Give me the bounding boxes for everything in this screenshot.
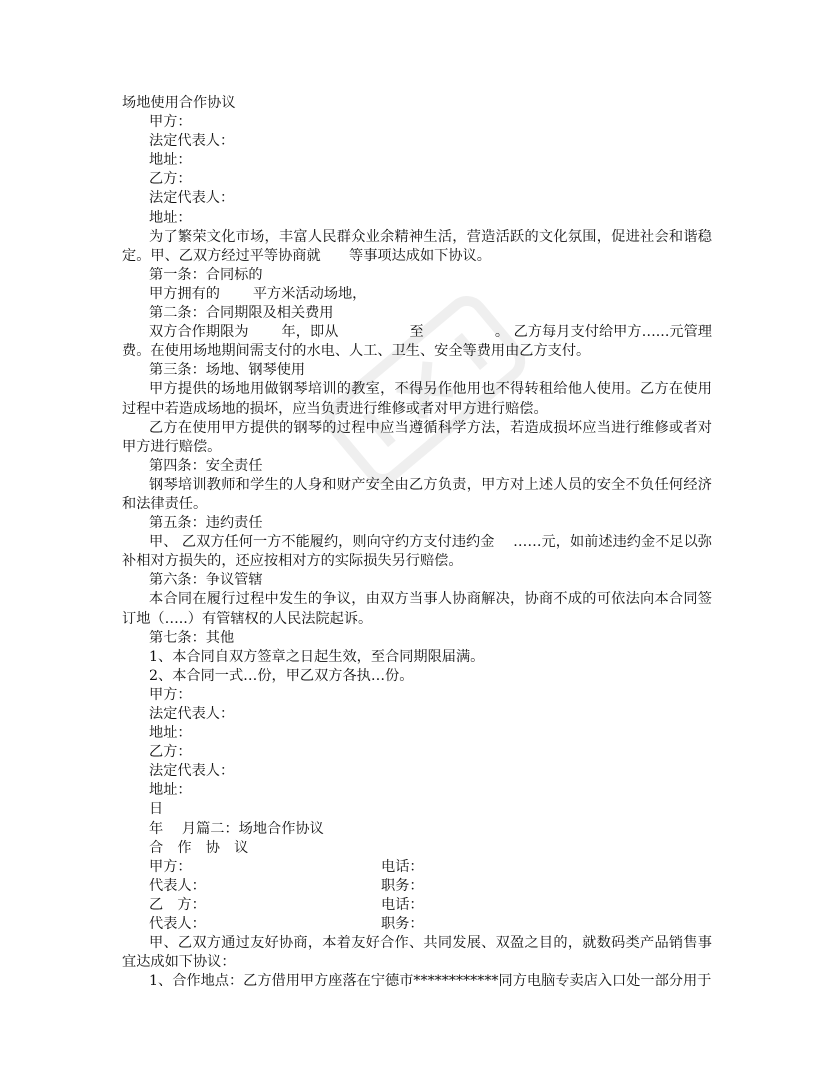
second-party-a-label: 甲方： xyxy=(149,858,192,875)
second-preamble: 甲、乙双方通过友好协商，本着友好合作、共同发展、双盈之目的，就数码类产品销售事宜达成如下协议： xyxy=(122,935,712,971)
signature-party-b-address: 地址： xyxy=(149,782,192,799)
second-party-b-position: 职务： xyxy=(381,916,424,933)
preamble-paragraph: 为了繁荣文化市场，丰富人民群众业余精神生活，营造活跃的文化氛围，促进社会和谐稳定。甲、乙双方经过平等协商就 等事项达成如下协议。 xyxy=(122,228,712,264)
second-party-b-label: 乙 方： xyxy=(149,896,206,913)
party-b-address: 地址： xyxy=(149,209,192,226)
party-a-address: 地址： xyxy=(149,152,192,169)
article-3-body-2: 乙方在使用甲方提供的钢琴的过程中应当遵循科学方法，若造成损坏应当进行维修或者对甲方进行赔偿。 xyxy=(122,419,712,455)
second-party-row xyxy=(122,858,712,877)
article-6-title: 第六条：争议管辖 xyxy=(149,572,263,589)
document-title: 场地使用合作协议 xyxy=(122,95,236,111)
second-party-row xyxy=(122,877,712,896)
second-party-a-representative: 代表人： xyxy=(149,877,206,894)
article-7-title: 第七条：其他 xyxy=(149,629,235,646)
party-b-representative: 法定代表人： xyxy=(149,190,235,207)
article-6-body: 本合同在履行过程中发生的争议，由双方当事人协商解决，协商不成的可依法向本合同签订地（…..）有管辖权的人民法院起诉。 xyxy=(122,591,712,627)
article-4-title: 第四条：安全责任 xyxy=(149,457,263,474)
article-5-title: 第五条：违约责任 xyxy=(149,515,263,532)
signature-party-a-representative: 法定代表人： xyxy=(149,706,235,722)
signature-party-a-address: 地址： xyxy=(149,725,192,742)
second-party-row xyxy=(122,896,712,915)
party-a-representative: 法定代表人： xyxy=(149,133,235,150)
second-item-1: 1、合作地点：乙方借用甲方座落在宁德市************同方电脑专卖店入口处一部分用于 xyxy=(149,973,712,990)
second-party-a-phone: 电话： xyxy=(381,858,424,875)
article-1-title: 第一条：合同标的 xyxy=(149,266,263,283)
article-4-body: 钢琴培训教师和学生的人身和财产安全由乙方负责，甲方对上述人员的安全不负任何经济和法律责任。 xyxy=(122,476,712,512)
article-7-item-2: 2、本合同一式…份，甲乙双方各执…份。 xyxy=(149,667,414,684)
article-3-title: 第三条：场地、钢琴使用 xyxy=(149,362,306,379)
article-5-body: 甲、 乙双方任何一方不能履约，则向守约方支付违约金 ……元，如前述违约金不足以弥补相对方损失的，还应按相对方的实际损失另行赔偿。 xyxy=(122,534,712,570)
document-body xyxy=(122,94,712,991)
signature-party-b-representative: 法定代表人： xyxy=(149,763,235,780)
article-2-title: 第二条：合同期限及相关费用 xyxy=(149,305,334,322)
date-line-and-section-heading: 年 月篇二：场地合作协议 xyxy=(149,820,324,837)
party-b-label: 乙方： xyxy=(149,171,192,188)
article-2-body: 双方合作期限为 年，即从 至 。 乙方每月支付给甲方…...元管理费。在使用场地期间需支付的水电、人工、卫生、安全等费用由乙方支付。 xyxy=(122,324,712,360)
second-party-b-phone: 电话： xyxy=(381,896,424,913)
second-agreement-title: 合 作 协 议 xyxy=(149,839,249,856)
article-7-item-1: 1、本合同自双方签章之日起生效，至合同期限届满。 xyxy=(149,648,485,665)
signature-party-a: 甲方： xyxy=(149,686,192,703)
signature-party-b: 乙方： xyxy=(149,744,192,761)
second-party-row xyxy=(122,915,712,934)
article-3-body-1: 甲方提供的场地用做钢琴培训的教室，不得另作他用也不得转租给他人使用。乙方在使用过程中若造成场地的损坏，应当负责进行维修或者对甲方进行赔偿。 xyxy=(122,381,712,417)
party-a-label: 甲方： xyxy=(149,114,192,131)
second-party-b-representative: 代表人： xyxy=(149,916,206,933)
second-party-a-position: 职务： xyxy=(381,877,424,894)
article-1-body: 甲方拥有的 平方米活动场地， xyxy=(149,285,367,302)
date-day: 日 xyxy=(149,801,164,818)
